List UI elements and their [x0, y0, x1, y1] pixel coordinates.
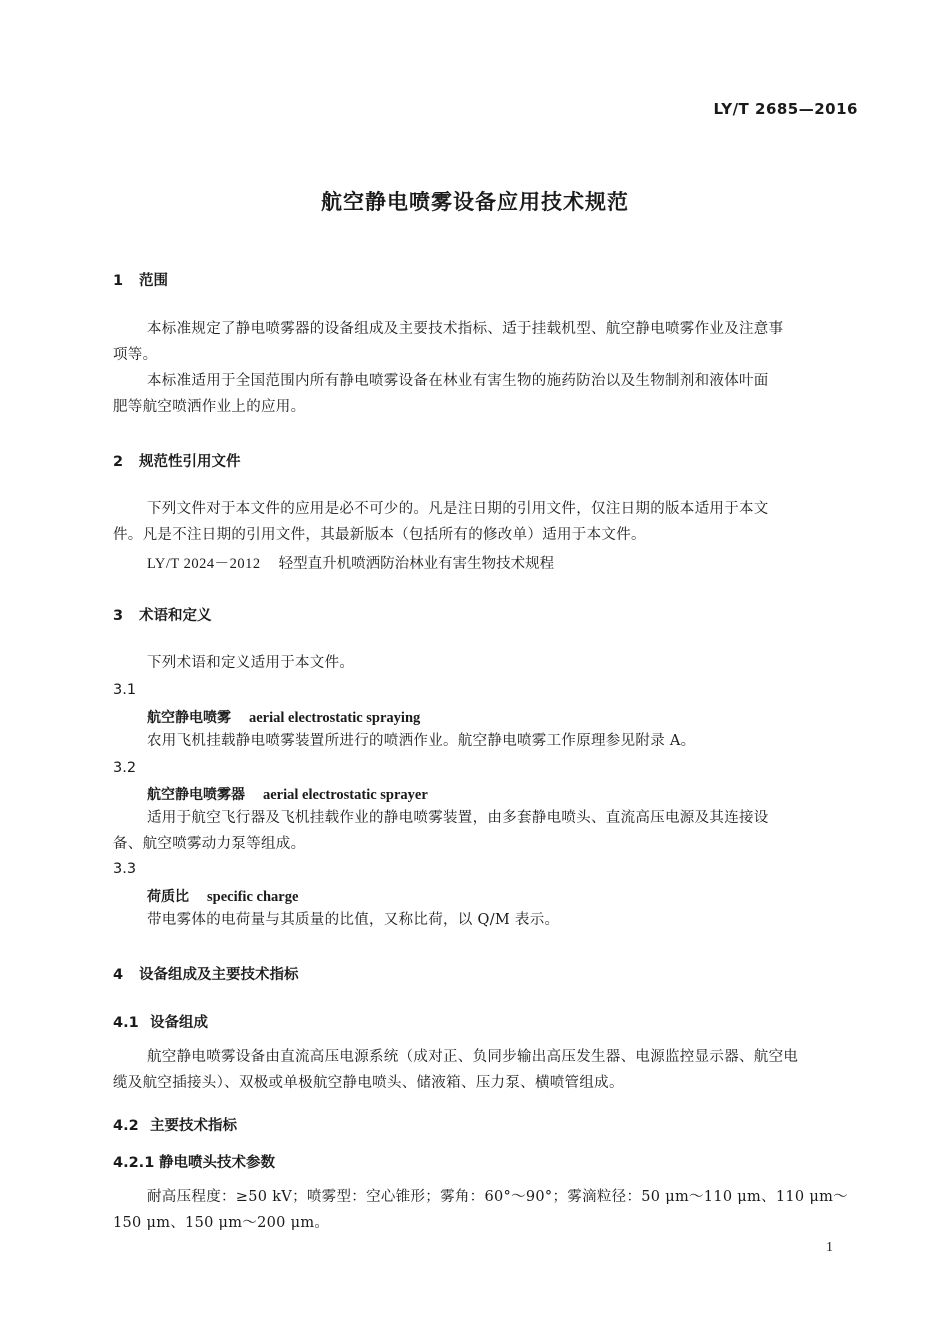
subsection-title: 静电喷头技术参数: [159, 1155, 275, 1171]
section-2-heading: [113, 450, 241, 471]
section-title: 范围: [139, 273, 168, 289]
term-number: 3.2: [113, 760, 137, 776]
section-4-heading: [113, 963, 299, 984]
reference-title: 轻型直升机喷洒防治林业有害生物技术规程: [278, 556, 555, 572]
subsection-number: 4.2: [113, 1118, 139, 1134]
term-number: 3.3: [113, 861, 137, 877]
section-number: 1: [113, 273, 124, 289]
term-definition: 带电雾体的电荷量与其质量的比值，又称比荷，以 Q/M 表示。: [147, 912, 560, 928]
page-number: 1: [826, 1240, 833, 1255]
section-number: 4: [113, 967, 124, 983]
paragraph-line: 下列文件对于本文件的应用是必不可少的。凡是注日期的引用文件，仅注日期的版本适用于本文: [147, 501, 769, 517]
subsection-number: 4.2.1: [113, 1155, 155, 1171]
subsection-title: 主要技术指标: [150, 1118, 237, 1134]
term-definition: 适用于航空飞行器及飞机挂载作业的静电喷雾装置，由多套静电喷头、直流高压电源及其连接设: [147, 810, 769, 826]
normative-reference: [147, 552, 554, 573]
paragraph-line: 缆及航空插接头）、双极或单极航空静电喷头、储液箱、压力泵、横喷管组成。: [113, 1075, 624, 1091]
term-english: aerial electrostatic spraying: [249, 710, 421, 726]
document-title: 航空静电喷雾设备应用技术规范: [321, 190, 629, 214]
term-chinese: 荷质比: [147, 889, 189, 905]
paragraph-line: 本标准规定了静电喷雾器的设备组成及主要技术指标、适于挂载机型、航空静电喷雾作业及注意事: [147, 321, 784, 337]
term-entry: [147, 886, 298, 906]
subsection-4-2-1-heading: [113, 1151, 275, 1172]
subsection-title: 设备组成: [150, 1015, 208, 1031]
section-title: 术语和定义: [139, 608, 212, 624]
paragraph-line: 耐高压程度：≥50 kV；喷雾型：空心锥形；雾角：60°～90°；雾滴粒径：50 μm～110 μm、110 μm～: [147, 1189, 848, 1205]
reference-code: LY/T 2024－2012: [147, 556, 261, 572]
paragraph-line: 150 μm、150 μm～200 μm。: [113, 1215, 330, 1231]
paragraph-line: 下列术语和定义适用于本文件。: [147, 655, 355, 671]
term-entry: [147, 707, 420, 727]
term-definition: 备、航空喷雾动力泵等组成。: [113, 836, 306, 852]
subsection-4-1-heading: [113, 1011, 208, 1032]
term-english: aerial electrostatic sprayer: [263, 787, 428, 803]
paragraph-line: 项等。: [113, 347, 158, 363]
term-chinese: 航空静电喷雾器: [147, 787, 245, 803]
paragraph-line: 件。凡是不注日期的引用文件，其最新版本（包括所有的修改单）适用于本文件。: [113, 527, 646, 543]
section-1-heading: [113, 269, 168, 290]
term-number: 3.1: [113, 682, 137, 698]
term-chinese: 航空静电喷雾: [147, 710, 231, 726]
subsection-4-2-heading: [113, 1114, 237, 1135]
term-english: specific charge: [207, 889, 299, 905]
paragraph-line: 航空静电喷雾设备由直流高压电源系统（成对正、负同步输出高压发生器、电源监控显示器、航空电: [147, 1049, 799, 1065]
section-title: 规范性引用文件: [139, 454, 241, 470]
section-number: 2: [113, 454, 124, 470]
term-entry: [147, 784, 428, 804]
subsection-number: 4.1: [113, 1015, 139, 1031]
section-number: 3: [113, 608, 124, 624]
paragraph-line: 本标准适用于全国范围内所有静电喷雾设备在林业有害生物的施药防治以及生物制剂和液体叶面: [147, 373, 769, 389]
section-title: 设备组成及主要技术指标: [139, 967, 299, 983]
section-3-heading: [113, 604, 212, 625]
standard-code: LY/T 2685—2016: [713, 100, 858, 118]
paragraph-line: 肥等航空喷洒作业上的应用。: [113, 399, 306, 415]
term-definition: 农用飞机挂载静电喷雾装置所进行的喷洒作业。航空静电喷雾工作原理参见附录 A。: [147, 733, 696, 749]
